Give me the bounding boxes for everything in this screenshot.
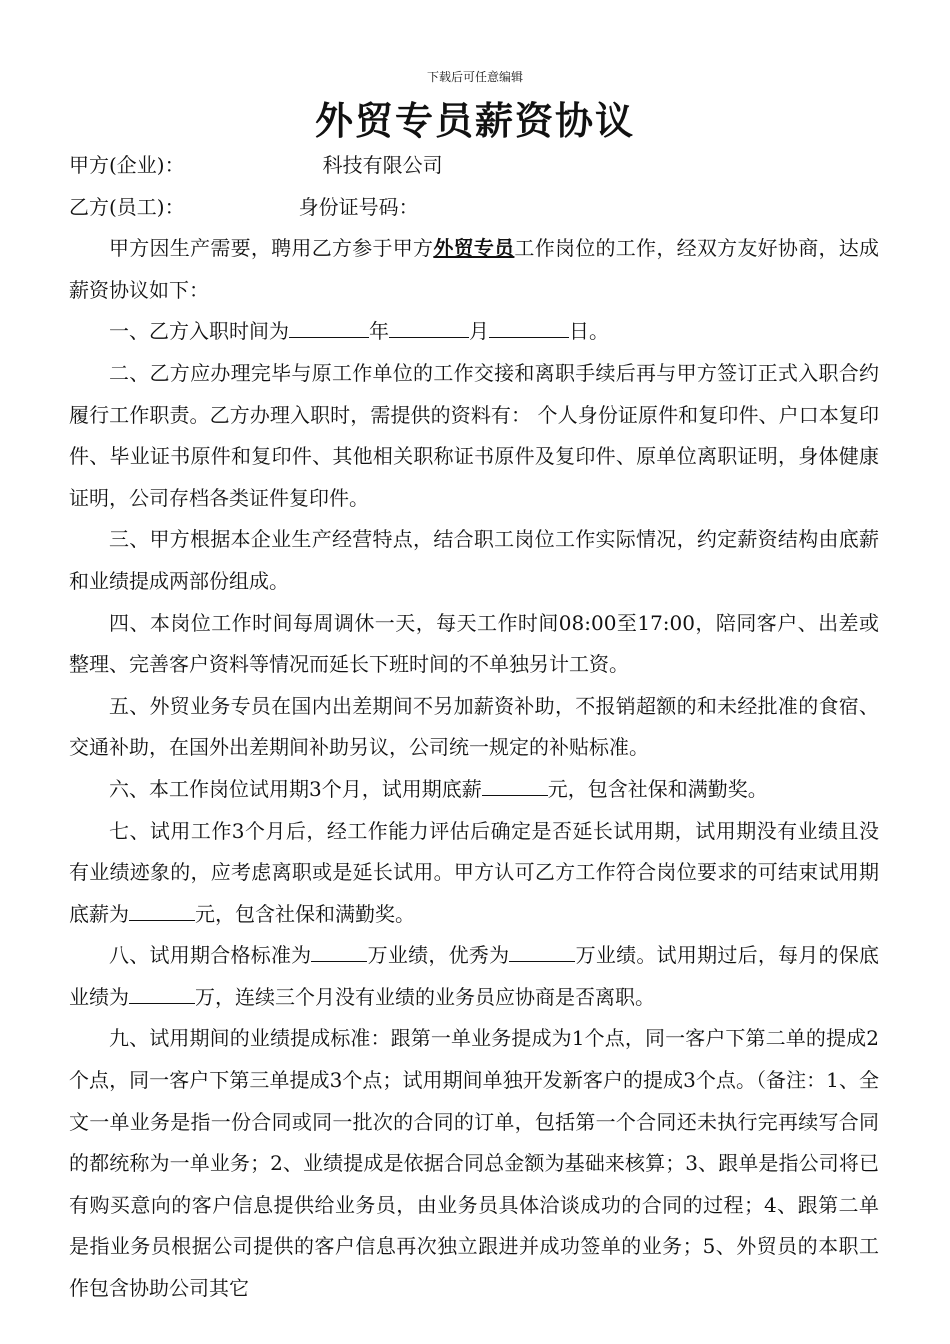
party-b-id-label: 身份证号码： <box>298 194 419 219</box>
clause-3: 三、甲方根据本企业生产经营特点，结合职工岗位工作实际情况，约定薪资结构由底薪和业绩提成两部份组成。 <box>69 527 879 593</box>
clause-6: 六、本工作岗位试用期3个月，试用期底薪 元，包含社保和满勤奖。 <box>69 769 879 811</box>
clause-2: 二、乙方应办理完毕与原工作单位的工作交接和离职手续后再与甲方签订正式入职合约履行工作职责。乙方办理入职时，需提供的资料有： 个人身份证原件和复印件、户口本复印件、毕业证书原件和复印件、其他相关职称证书原件及复印件、原单位离职证明，身体健康证明，公司存档各类证件复印件。 <box>69 360 879 510</box>
day-blank <box>489 316 569 338</box>
year-blank <box>289 316 369 338</box>
header-note: 下载后可任意编辑 <box>426 70 523 84</box>
document-body <box>69 145 879 1310</box>
position-name: 外贸专员 <box>433 236 515 261</box>
excellent-target-blank <box>509 940 575 962</box>
intro-paragraph: 甲方因生产需要，聘用乙方参于甲方外贸专员工作岗位的工作，经双方友好协商，达成薪资协议如下： <box>69 236 880 302</box>
month-blank <box>389 316 469 338</box>
party-b-line <box>69 187 879 229</box>
clause-1: 一、乙方入职时间为 年 月 日。 <box>69 311 879 353</box>
minimum-target-blank <box>129 982 195 1004</box>
party-a-label: 甲方(企业)： <box>69 153 185 177</box>
clause-5: 五、外贸业务专员在国内出差期间不另加薪资补助，不报销超额的和未经批准的食宿、交通补助，在国外出差期间补助另议，公司统一规定的补贴标准。 <box>69 693 879 760</box>
clause-9: 九、试用期间的业绩提成标准：跟第一单业务提成为1个点，同一客户下第二单的提成2个点，同一客户下第三单提成3个点；试用期间单独开发新客户的提成3个点。（备注：1、全文一单业务是指一份合同或同一批次的合同的订单，包括第一个合同还未执行完再续写合同的都统称为一单业务；2、业绩提成是依据合同总金额为基础来核算；3、跟单是指公司将已有购买意向的客户信息提供给业务员，由业务员具体洽谈成功的合同的过程；4、跟第二单是指业务员根据公司提供的客户信息再次独立跟进并成功签单的业务；5、外贸员的本职工作包含协助公司其它 <box>69 1026 879 1301</box>
party-a-line <box>69 145 879 187</box>
clause-4: 四、本岗位工作时间每周调休一天，每天工作时间08:00至17:00，陪同客户、出差或整理、完善客户资料等情况而延长下班时间的不单独另计工资。 <box>69 610 879 677</box>
qualified-target-blank <box>311 940 367 962</box>
probation-salary-blank <box>482 774 548 796</box>
document-title: 外贸专员薪资协议 <box>314 99 635 143</box>
clause-7: 七、试用工作3个月后，经工作能力评估后确定是否延长试用期，试用期没有业绩且没有业绩迹象的，应考虑离职或是延长试用。甲方认可乙方工作符合岗位要求的可结束试用期底薪为 元，包含社保和满勤奖。 <box>69 818 879 926</box>
party-a-value: 科技有限公司 <box>322 153 443 177</box>
party-b-label: 乙方(员工)： <box>69 194 185 219</box>
clause-8: 八、试用期合格标准为 万业绩，优秀为 万业绩。试用期过后，每月的保底业绩为 万，连续三个月没有业绩的业务员应协商是否离职。 <box>69 935 879 1018</box>
regular-salary-blank <box>129 899 195 921</box>
